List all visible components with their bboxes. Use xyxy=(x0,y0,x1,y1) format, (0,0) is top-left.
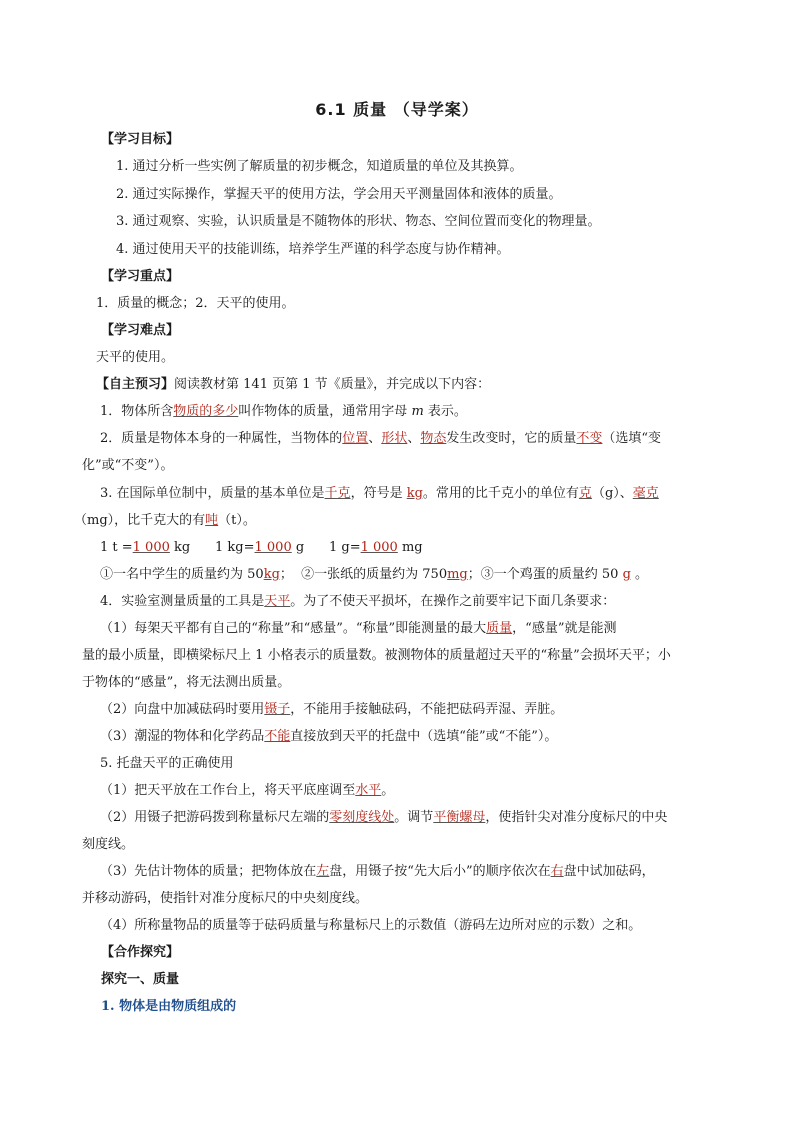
est-d: 。 xyxy=(630,567,649,582)
req3-answer: 不能 xyxy=(264,729,291,744)
question-5: 5. 托盘天平的正确使用 xyxy=(100,756,234,771)
question-4 xyxy=(100,592,720,612)
q3-answer-3: 克 xyxy=(578,486,592,501)
explore-1-subtitle: 1. 物体是由物质组成的 xyxy=(101,999,237,1014)
est-answer-3: g xyxy=(622,567,631,582)
conv-c: g 1 g= xyxy=(291,540,361,555)
req2-text-a: （2）向盘中加减砝码时要用 xyxy=(100,702,265,717)
objective-2: 2. 通过实际操作，掌握天平的使用方法，学会用天平测量固体和液体的质量。 xyxy=(116,187,562,202)
est-a: ①一名中学生的质量约为 50 xyxy=(100,567,264,582)
unit-conversion xyxy=(100,538,720,558)
objective-3: 3. 通过观察、实验，认识质量是不随物体的形状、物态、空间位置而变化的物理量。 xyxy=(116,214,601,229)
q3-answer-2: kg xyxy=(406,486,423,501)
req-1-cont-1: 量的最小质量，即横梁标尺上 1 小格表示的质量数。被测物体的质量超过天平的“称量”会损坏天平；小 xyxy=(82,648,671,663)
step-4: （4）所称量物品的质量等于砝码质量与称量标尺上的示数值（游码左边所对应的示数）之和。 xyxy=(100,918,642,933)
step2-answer-2: 平衡螺母 xyxy=(433,810,486,825)
q2-text-a: 2．质量是物体本身的一种属性，当物体的 xyxy=(100,431,343,446)
step3-text-b: 盘，用镊子按“先大后小”的顺序依次在 xyxy=(329,864,551,879)
q2-text-b: 发生改变时，它的质量 xyxy=(446,431,577,446)
q2-text-c: （选填“变 xyxy=(602,431,662,446)
question-3-cont xyxy=(74,511,694,531)
q1-text-b: 叫作物体的质量，通常用字母 xyxy=(238,404,412,419)
section-head-difficulty: 【学习难点】 xyxy=(101,323,180,338)
req1-answer: 质量 xyxy=(486,621,513,636)
mass-estimates xyxy=(100,565,720,585)
page-title: 6.1 质量 （导学案） xyxy=(315,100,479,119)
q2-sep-2: 、 xyxy=(407,431,421,446)
q3b-text-b: （t）。 xyxy=(218,513,256,528)
question-2 xyxy=(100,429,720,449)
q3-text-d: （g）、 xyxy=(591,486,633,501)
req-2 xyxy=(100,700,720,720)
step2-answer-1: 零刻度线处 xyxy=(329,810,395,825)
section-head-coop: 【合作探究】 xyxy=(101,945,180,960)
q3b-text-a: （mg），比千克大的有 xyxy=(74,513,206,528)
step3-answer-1: 左 xyxy=(316,864,330,879)
step3-text-a: （3）先估计物体的质量；把物体放在 xyxy=(100,864,317,879)
q3-text-b: ，符号是 xyxy=(350,486,407,501)
q3-answer-1: 千克 xyxy=(324,486,351,501)
question-1 xyxy=(100,402,720,422)
est-b: ； ②一张纸的质量约为 750 xyxy=(279,567,448,582)
req1-text-b: ，“感量”就是能测 xyxy=(512,621,617,636)
q3-answer-4: 毫克 xyxy=(632,486,659,501)
q2-sep-1: 、 xyxy=(368,431,382,446)
step2-text-c: ，使指针尖对准分度标尺的中央 xyxy=(485,810,668,825)
q2-answer-1: 位置 xyxy=(342,431,369,446)
req2-text-b: ，不能用手接触砝码，不能把砝码弄湿、弄脏。 xyxy=(290,702,564,717)
req-1-cont-2: 于物体的“感量”，将无法测出质量。 xyxy=(82,675,291,690)
conv-b: kg 1 kg= xyxy=(169,540,255,555)
objective-1: 1. 通过分析一些实例了解质量的初步概念，知道质量的单位及其换算。 xyxy=(116,159,523,174)
q1-text-a: 1．物体所含 xyxy=(100,404,174,419)
req1-text-a: （1）每架天平都有自己的“称量”和“感量”。“称量”即能测量的最大 xyxy=(100,621,487,636)
step3-answer-2: 右 xyxy=(550,864,564,879)
step-3-cont: 并移动游码，使指针对准分度标尺的中央刻度线。 xyxy=(82,891,369,906)
key-text: 1．质量的概念；2．天平的使用。 xyxy=(96,296,295,311)
q4-text-a: 4．实验室测量质量的工具是 xyxy=(100,594,265,609)
question-3 xyxy=(100,484,720,504)
preview-line xyxy=(96,375,716,395)
step-2-cont: 刻度线。 xyxy=(82,837,135,852)
q2-answer-4: 不变 xyxy=(576,431,603,446)
difficulty-text: 天平的使用。 xyxy=(96,350,175,365)
q3-text-c: 。常用的比千克小的单位有 xyxy=(422,486,579,501)
question-2-cont: 化”或“不变”）。 xyxy=(82,458,174,473)
q4-text-b: 。为了不使天平损坏，在操作之前要牢记下面几条要求： xyxy=(290,594,616,609)
q1-text-c: 表示。 xyxy=(423,404,467,419)
section-head-preview: 【自主预习】 xyxy=(96,377,175,392)
section-head-key: 【学习重点】 xyxy=(101,269,180,284)
req3-text-a: （3）潮湿的物体和化学药品 xyxy=(100,729,265,744)
explore-1-title: 探究一、质量 xyxy=(101,972,180,987)
q4-answer: 天平 xyxy=(264,594,291,609)
q3-text-a: 3. 在国际单位制中，质量的基本单位是 xyxy=(100,486,325,501)
conv-answer-3: 1 000 xyxy=(360,540,398,555)
step2-text-b: 。调节 xyxy=(394,810,434,825)
est-answer-2: mg xyxy=(447,567,468,582)
step2-text-a: （2）用镊子把游码拨到称量标尺左端的 xyxy=(100,810,330,825)
req3-text-b: 直接放到天平的托盘中（选填“能”或“不能”）。 xyxy=(290,729,558,744)
conv-answer-2: 1 000 xyxy=(254,540,292,555)
step1-text-a: （1）把天平放在工作台上，将天平底座调至 xyxy=(100,783,356,798)
step-2 xyxy=(100,808,720,828)
q1-answer: 物质的多少 xyxy=(173,404,239,419)
conv-a: 1 t = xyxy=(100,540,133,555)
preview-intro: 阅读教材第 141 页第 1 节《质量》，并完成以下内容： xyxy=(174,377,491,392)
req2-answer: 镊子 xyxy=(264,702,291,717)
q2-answer-2: 形状 xyxy=(381,431,408,446)
step-3 xyxy=(100,862,720,882)
est-answer-1: kg xyxy=(263,567,280,582)
conv-answer-1: 1 000 xyxy=(132,540,170,555)
conv-d: mg xyxy=(397,540,423,555)
objective-4: 4. 通过使用天平的技能训练，培养学生严谨的科学态度与协作精神。 xyxy=(116,242,510,257)
step3-text-c: 盘中试加砝码， xyxy=(563,864,655,879)
section-head-objectives: 【学习目标】 xyxy=(101,132,180,147)
step1-text-b: 。 xyxy=(381,783,395,798)
q3b-answer: 吨 xyxy=(205,513,219,528)
req-3 xyxy=(100,727,720,747)
est-c: ；③一个鸡蛋的质量约 50 xyxy=(467,567,623,582)
q1-symbol: m xyxy=(411,404,424,419)
step-1 xyxy=(100,781,720,801)
step1-answer: 水平 xyxy=(355,783,382,798)
q2-answer-3: 物态 xyxy=(420,431,447,446)
req-1 xyxy=(100,619,720,639)
